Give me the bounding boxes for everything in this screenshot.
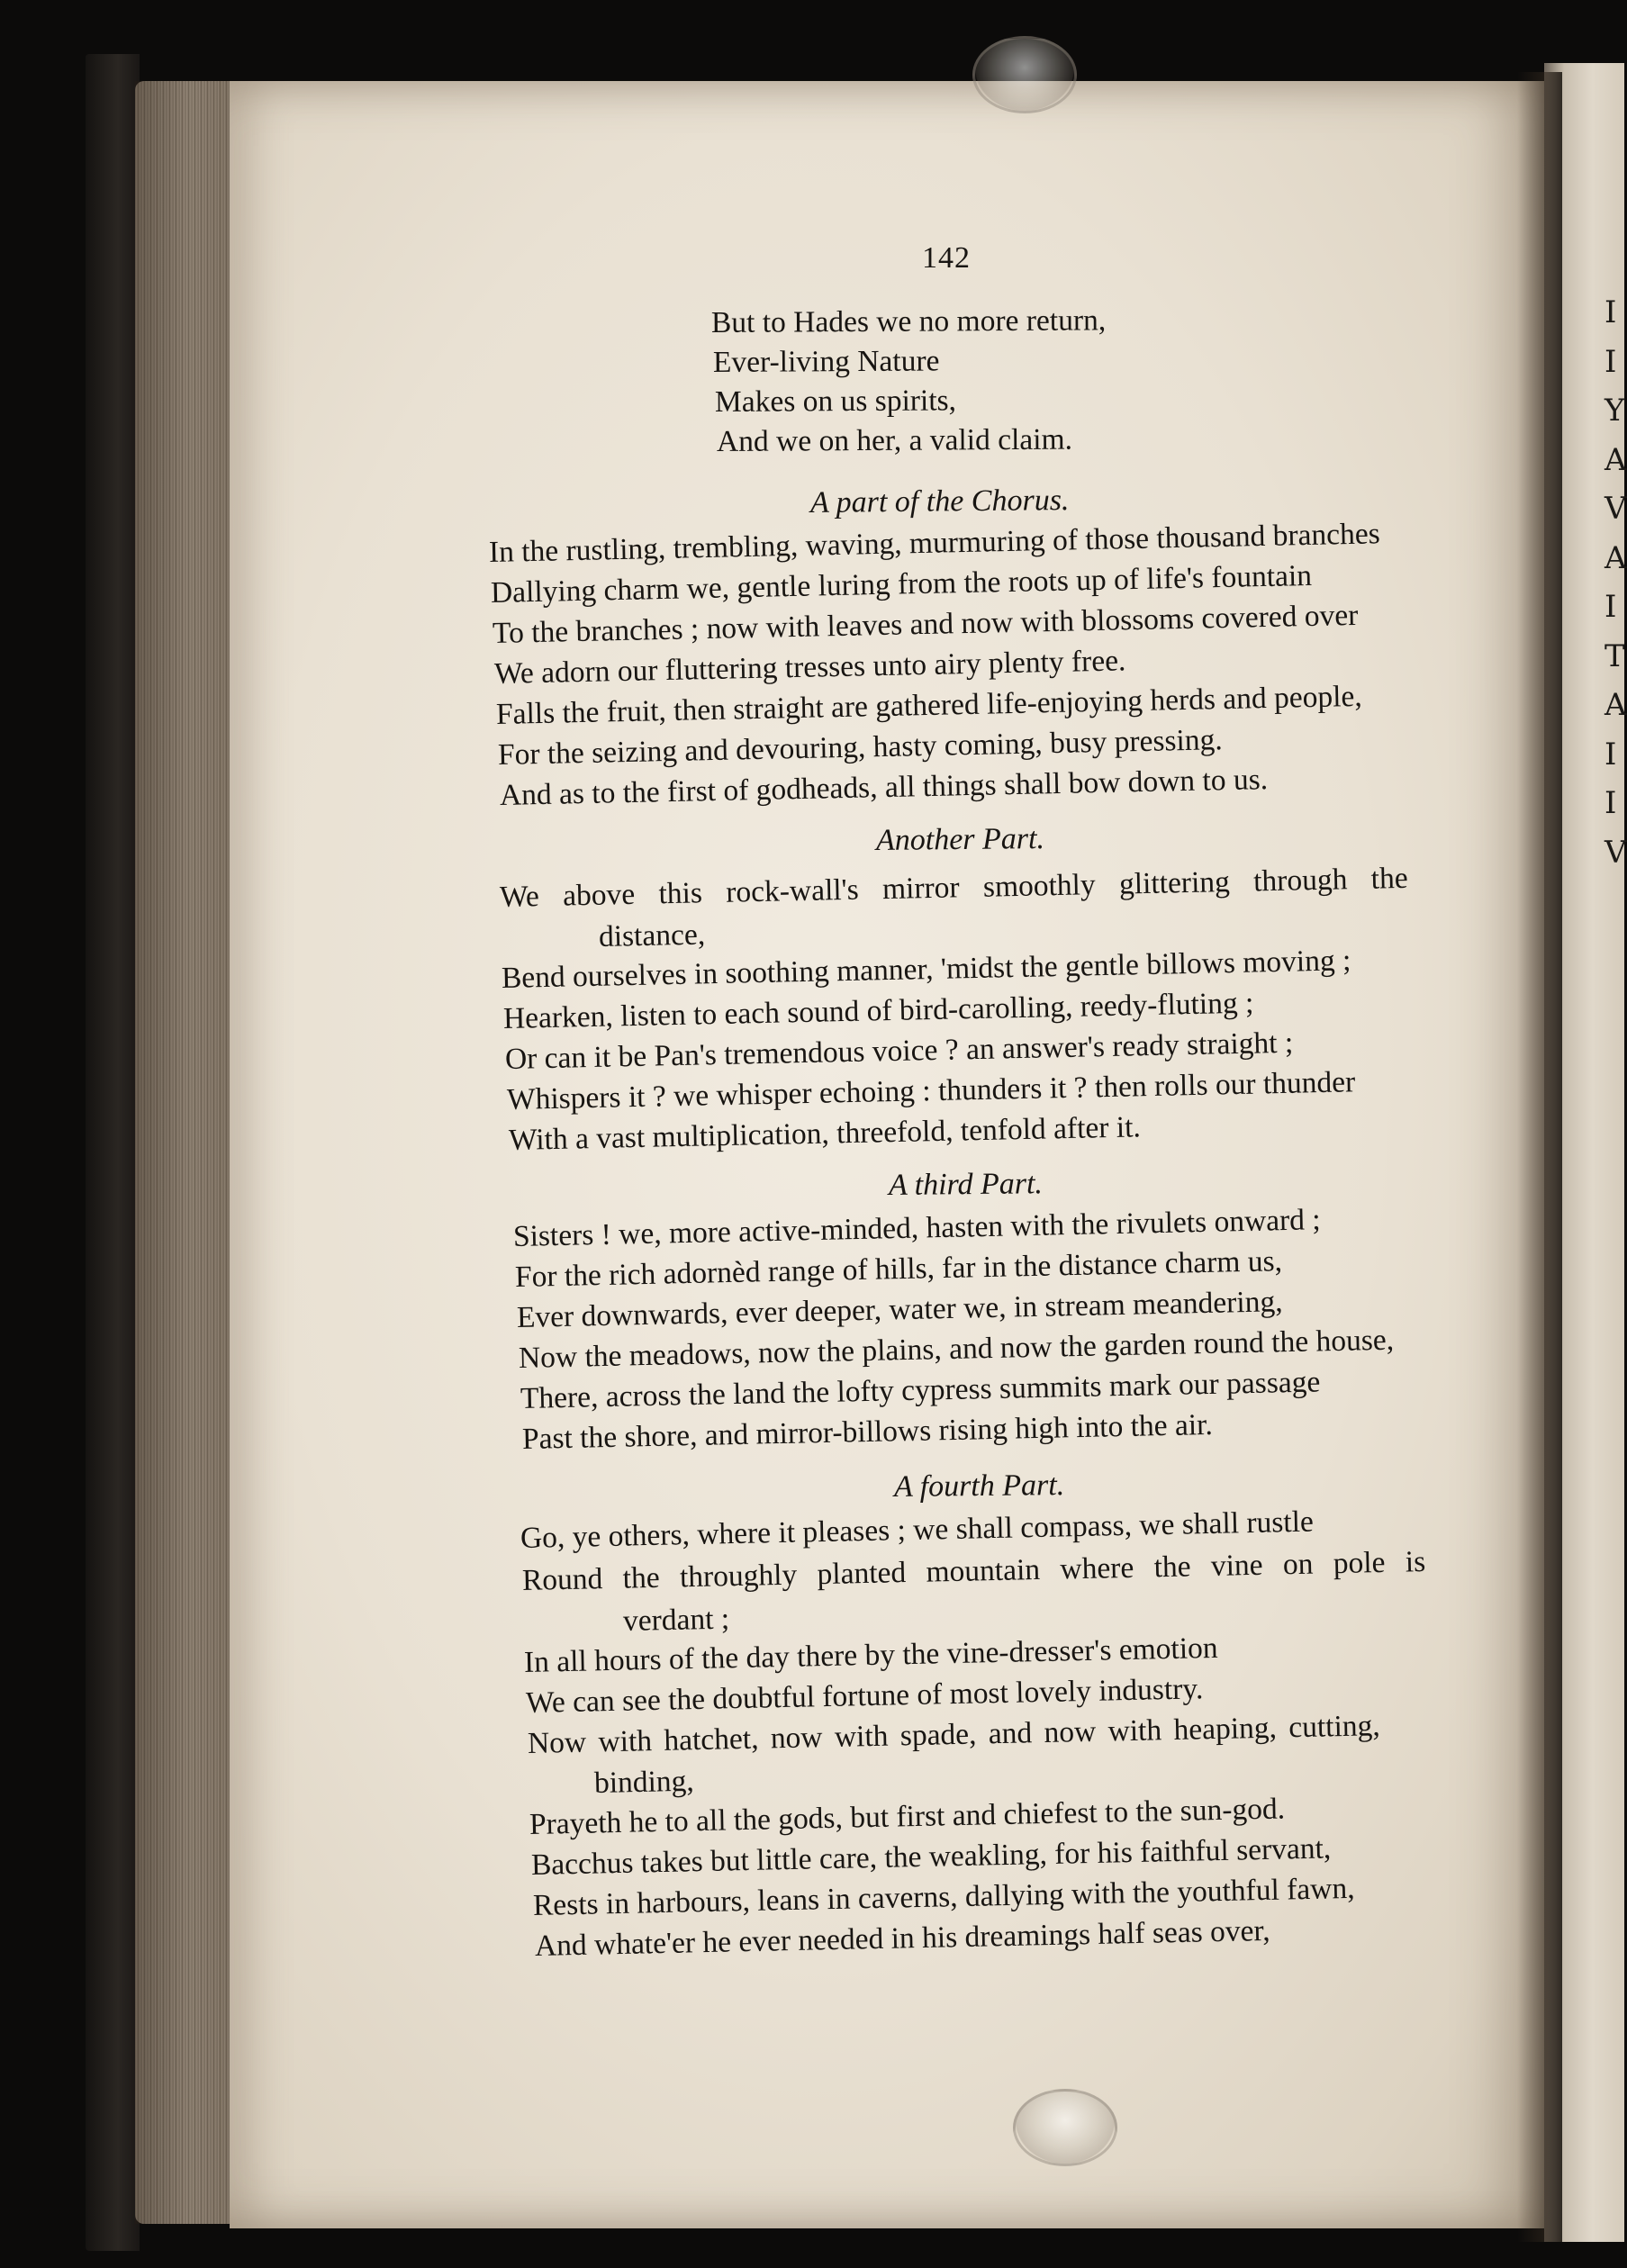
verse-line: And we on her, a valid claim. bbox=[716, 422, 1073, 458]
verse-line: With a vast multiplication, threefold, tenfold after it. bbox=[508, 1110, 1142, 1157]
verse-line: We above this rock-wall's mirror smoothly glittering through the bbox=[499, 861, 1409, 914]
verse-line: distance, bbox=[598, 917, 706, 953]
section-heading: A part of the Chorus. bbox=[809, 483, 1070, 520]
verse-line: Now the meadows, now the plains, and now the garden round the house, bbox=[518, 1323, 1395, 1375]
section-heading: A third Part. bbox=[888, 1167, 1044, 1202]
verse-line: For the seizing and devouring, hasty coming, busy pressing. bbox=[497, 723, 1224, 772]
page-number: 142 bbox=[922, 241, 971, 275]
verse-line: Or can it be Pan's tremendous voice ? an answer's ready straight ; bbox=[504, 1026, 1294, 1076]
facing-letter: I bbox=[1604, 343, 1617, 380]
verse-line: Ever-living Nature bbox=[712, 344, 940, 379]
verse-line: We adorn our fluttering tresses unto airy plenty free. bbox=[493, 644, 1126, 691]
verse-line: Go, ye others, where it pleases ; we shall compass, we shall rustle bbox=[520, 1504, 1315, 1555]
verse-line: But to Hades we no more return, bbox=[710, 303, 1107, 339]
verse-line: Hearken, listen to each sound of bird-carolling, reedy-fluting ; bbox=[502, 986, 1254, 1035]
verse-line: For the rich adornèd range of hills, far in the distance charm us, bbox=[514, 1244, 1283, 1294]
verse-line: binding, bbox=[593, 1764, 695, 1800]
verse-line: Round the throughly planted mountain where the vine on pole is bbox=[521, 1544, 1426, 1597]
verse-line: verdant ; bbox=[622, 1602, 730, 1638]
verse-line: In the rustling, trembling, waving, murmuring of those thousand branches bbox=[488, 517, 1381, 569]
section-heading: A fourth Part. bbox=[893, 1468, 1065, 1504]
facing-letter: I bbox=[1604, 589, 1617, 625]
verse-line: Prayeth he to all the gods, but first and chiefest to the sun-god. bbox=[529, 1792, 1286, 1841]
section-heading: Another Part. bbox=[875, 822, 1045, 857]
facing-letter: I bbox=[1604, 785, 1617, 821]
facing-letter: V bbox=[1604, 834, 1627, 871]
verse-line: Makes on us spirits, bbox=[714, 384, 957, 419]
verse-line: Now with hatchet, now with spade, and now with heaping, cutting, bbox=[527, 1709, 1381, 1760]
verse-line: Whispers it ? we whisper echoing : thunders it ? then rolls our thunder bbox=[506, 1065, 1356, 1116]
facing-letter: A bbox=[1604, 539, 1627, 576]
verse-line: Dallying charm we, gentle luring from the roots up of life's fountain bbox=[490, 558, 1313, 610]
facing-letter: I bbox=[1604, 294, 1617, 330]
facing-letter: A bbox=[1604, 441, 1627, 478]
facing-letter: A bbox=[1604, 687, 1627, 723]
verse-line: Past the shore, and mirror-billows rising high into the air. bbox=[521, 1407, 1214, 1456]
verse-line: Rests in harbours, leans in caverns, dallying with the youthful fawn, bbox=[532, 1871, 1355, 1922]
facing-letter: T bbox=[1604, 637, 1625, 674]
facing-letter: V bbox=[1604, 491, 1627, 527]
verse-line: Ever downwards, ever deeper, water we, in stream meandering, bbox=[516, 1285, 1283, 1334]
verse-line: In all hours of the day there by the vine-dresser's emotion bbox=[523, 1631, 1218, 1679]
verse-line: We can see the doubtful fortune of most lovely industry. bbox=[525, 1672, 1204, 1720]
verse-line: Bacchus takes but little care, the weakling, for his faithful servant, bbox=[530, 1831, 1332, 1882]
facing-letter: Y bbox=[1604, 393, 1625, 429]
verse-line: And whate'er he ever needed in his dreamings half seas over, bbox=[534, 1913, 1270, 1963]
facing-letter: I bbox=[1604, 736, 1617, 773]
verse-line: Falls the fruit, then straight are gathered life-enjoying herds and people, bbox=[495, 679, 1363, 731]
verse-line: And as to the first of godheads, all things shall bow down to us. bbox=[499, 763, 1269, 812]
verse-line: To the branches ; now with leaves and now with blossoms covered over bbox=[492, 598, 1359, 650]
verse-line: Bend ourselves in soothing manner, 'midst the gentle billows moving ; bbox=[501, 944, 1351, 995]
verse-line: Sisters ! we, more active-minded, hasten with the rivulets onward ; bbox=[512, 1203, 1322, 1253]
verse-line: There, across the land the lofty cypress summits mark our passage bbox=[520, 1365, 1321, 1415]
